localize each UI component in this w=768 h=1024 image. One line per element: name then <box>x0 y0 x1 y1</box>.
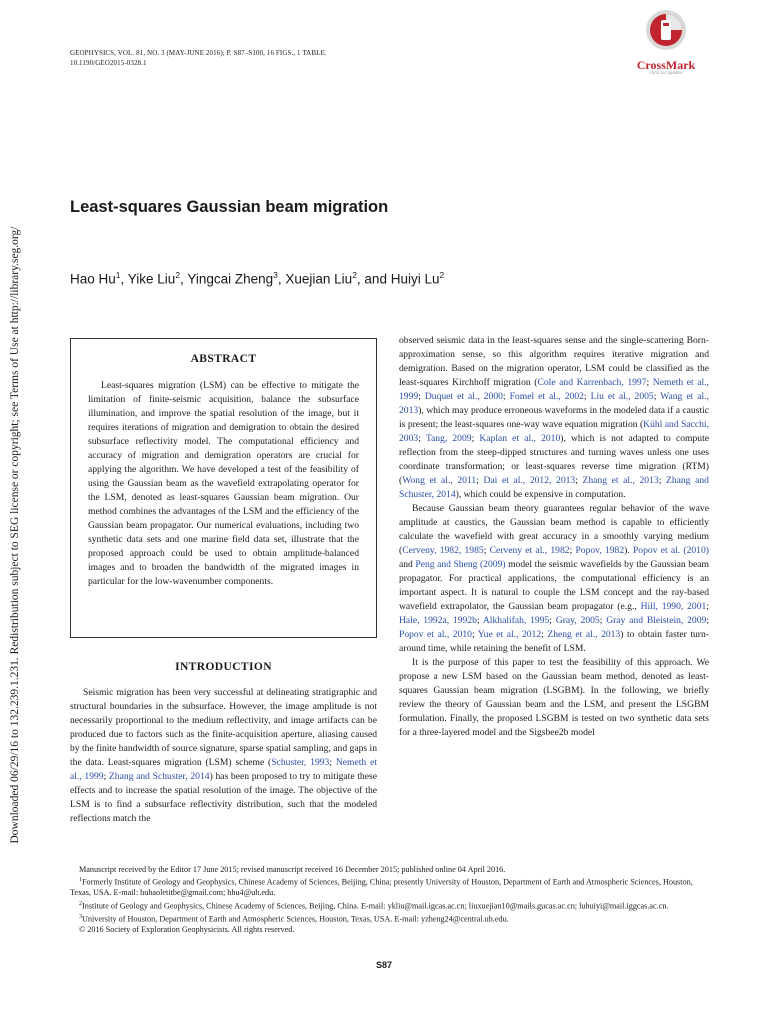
footnote <box>70 899 710 912</box>
footnote-mark: 3 <box>79 913 82 920</box>
journal-doi[interactable]: 10.1190/GEO2015-0328.1 <box>70 59 147 67</box>
citation-link[interactable]: Popov et al., 2010 <box>399 629 472 640</box>
left-column-text <box>70 686 377 826</box>
author-name: Huiyi Lu <box>390 271 440 287</box>
author-affiliation-mark: 3 <box>273 270 278 280</box>
body-text: ; <box>476 615 483 626</box>
citation-link[interactable]: Kühl and Sacchi, 2003 <box>399 419 709 444</box>
body-text: Because Gaussian beam theory guarantees regular behavior of the wave amplitude at caustics, the Gaussian beam method is capable to efficiently calculate the wavefield with great accuracy in a smoothly varying medium ( <box>399 503 709 556</box>
download-notice <box>4 150 26 920</box>
body-text: ; <box>418 391 425 402</box>
abstract-box <box>70 338 377 638</box>
footnote-text: © 2016 Society of Exploration Geophysicists. All rights reserved. <box>79 924 295 934</box>
citation-link[interactable]: Tang, 2009 <box>425 433 472 444</box>
footnote-mark: 2 <box>79 900 82 907</box>
page-number: S87 <box>375 960 392 970</box>
crossmark-sub: click for updates <box>649 71 683 76</box>
journal-line-1: GEOPHYSICS, VOL. 81, NO. 3 (MAY-JUNE 2016); P. S87–S100, 16 FIGS., 1 TABLE. <box>70 49 327 57</box>
right-column-text <box>399 334 709 740</box>
footnote-text: Formerly Institute of Geology and Geophysics, Chinese Academy of Sciences, Beijing, China; presently University of Houston, Department of Earth and Atmospheric Sciences, Houston, Texas, USA. E-mail: huhaoletitbe@gmail.com; hhu4@uh.edu. <box>70 878 693 898</box>
footnote-text: Institute of Geology and Geophysics, Chinese Academy of Sciences, Beijing, China. E-mail: ykliu@mail.igcas.ac.cn; liuxuejian10@mails.gucas.ac.cn; luhuiyi@mail.iggcas.ac.cn. <box>82 901 669 911</box>
citation-link[interactable]: Popov et al. (2010) <box>632 545 709 556</box>
citation-link[interactable]: Popov, 1982 <box>575 545 625 556</box>
abstract-body: Least-squares migration (LSM) can be effective to mitigate the limitation of finite-seismic acquisition, balance the subsurface illumination, and improve the spatial resolution of the image, but it requires iterations of migration and demigration to obtain the desired subsurface reflectivity model. The computational efficiency and accuracy of migration and demigration operators are crucial for applying the algorithm. We have developed a test of the feasibility of using the Gaussian beam as the wavefield extrapolating operator for the LSM, denoted as least-squares Gaussian beam migration. Our method combines the advantages of the LSM and the efficiency of the Gaussian beam propagator. Our numerical evaluations, including two synthetic data sets and one marine field data set, illustrate that the proposed approach could be used to obtain amplitude-balanced images and to broaden the bandwidth of the migrated images in particular for the low-wavenumber components. <box>88 380 359 587</box>
body-text: ) to obtain faster turn-around time, while retaining the benefit of LSM. <box>399 629 709 654</box>
body-text: ; <box>476 475 484 486</box>
citation-link[interactable]: Zhang and Schuster, 2014 <box>108 771 210 782</box>
author-separator: , <box>120 271 128 287</box>
body-text: It is the purpose of this paper to test the feasibility of this approach. We propose a new LSM based on the Gaussian beam method, denoted as least-squares Gaussian beam migration (LSGBM). In the following, we briefly review the theory of Gaussian beam and the LSM, and present the LSGBM formulation. Finally, the proposed LSGBM is tested on two synthetic data sets for a three-layered model and the Sigsbee2b model <box>399 657 709 738</box>
body-text: ; <box>706 601 709 612</box>
body-text: ; <box>653 391 661 402</box>
body-text: ; <box>583 391 591 402</box>
body-text: ; <box>599 615 607 626</box>
citation-link[interactable]: Fomel et al., 2002 <box>509 391 584 402</box>
citation-link[interactable]: Gray and Bleistein, 2009 <box>606 615 707 626</box>
download-notice-text: Downloaded 06/29/16 to 132.239.1.231. Redistribution subject to SEG license or copyright; see Terms of Use at http://library.seg.org/ <box>9 226 21 844</box>
author-affiliation-mark: 2 <box>352 270 357 280</box>
body-text: model the seismic wavefields by the Gaussian beam propagator. For practical applications, the computational efficiency is an important aspect. It is natural to couple the LSM concept and the ray-based wavefield extrapolator, the Gaussian beam propagator (e.g., <box>399 559 709 612</box>
paragraph <box>70 686 377 826</box>
author-name: Yike Liu <box>127 271 176 287</box>
body-text: ), which may produce erroneous waveforms in the modeled data if a caustic is present; the least-squares one-way wave equation migration ( <box>399 405 709 430</box>
body-text: ) has been proposed to try to mitigate these effects and to increase the spatial resolution of the image. The objective of the LSM is to find a subsurface reflectivity distribution, such that the modeled reflections match the <box>70 771 377 824</box>
body-text: ; <box>502 391 510 402</box>
crossmark-badge[interactable] <box>624 8 708 76</box>
footnotes <box>70 865 710 935</box>
citation-link[interactable]: Gray, 2005 <box>555 615 600 626</box>
citation-link[interactable]: Schuster, 1993 <box>271 757 330 768</box>
author-affiliation-mark: 2 <box>175 270 181 280</box>
abstract-heading: ABSTRACT <box>190 353 257 365</box>
author-list <box>70 270 444 287</box>
citation-link[interactable]: Cole and Karrenbach, 1997 <box>537 377 647 388</box>
crossmark-icon <box>644 8 688 52</box>
body-text: and <box>399 559 416 570</box>
citation-link[interactable]: Alkhalifah, 1995 <box>482 615 550 626</box>
body-text: ; <box>575 475 583 486</box>
introduction-heading: INTRODUCTION <box>175 661 272 673</box>
body-text: ; <box>471 433 480 444</box>
citation-link[interactable]: Peng and Sheng (2009) <box>415 559 506 570</box>
footnote-text: Manuscript received by the Editor 17 June 2015; revised manuscript received 16 December 2015; published online 04 April 2016. <box>79 865 506 874</box>
citation-link[interactable]: Nemeth et al., 1999 <box>399 377 709 402</box>
citation-link[interactable]: Hill, 1990, 2001 <box>640 601 707 612</box>
citation-link[interactable]: Duquet et al., 2000 <box>424 391 503 402</box>
footnote <box>70 912 710 925</box>
body-text: ; <box>103 771 109 782</box>
author-separator: , <box>180 271 188 287</box>
citation-link[interactable]: Wong et al., 2011 <box>402 475 477 486</box>
paragraph <box>399 656 709 740</box>
citation-link[interactable]: Nemeth et al., 1999 <box>70 757 377 782</box>
crossmark-label: CrossMark <box>636 58 696 72</box>
body-text: observed seismic data in the least-squares sense and the single-scattering Born-approximation sense, so this algorithm requires iterative migration and demigration. Based on the migration operator, LSM could be classified as the least-squares Kirchhoff migration ( <box>399 335 709 388</box>
citation-link[interactable]: Wang et al., 2013 <box>399 391 709 416</box>
citation-link[interactable]: Cerveny et al., 1982 <box>489 545 570 556</box>
article-title: Least-squares Gaussian beam migration <box>70 198 389 216</box>
body-text: ; <box>418 433 426 444</box>
author-separator: , and <box>356 271 391 287</box>
body-text: ; <box>646 377 653 388</box>
author-affiliation-mark: 1 <box>115 270 121 280</box>
author-affiliation-mark: 2 <box>439 270 445 280</box>
body-text: ; <box>541 629 548 640</box>
body-text: ; <box>549 615 556 626</box>
author-name: Yingcai Zheng <box>187 271 274 287</box>
citation-link[interactable]: Hale, 1992a, 1992b <box>399 615 477 626</box>
body-text: ), which is not adapted to compute reflection from the steep-dipped structures and turning waves unless one uses coordinate transformation; or least-squares reverse time migration (RTM) ( <box>399 433 710 486</box>
citation-link[interactable]: Zheng et al., 2013 <box>547 629 621 640</box>
author-name: Xuejian Liu <box>285 271 353 287</box>
citation-link[interactable]: Yue et al., 2012 <box>477 629 542 640</box>
body-text: ; <box>471 629 478 640</box>
footnote <box>70 865 710 875</box>
body-text: ; <box>569 545 576 556</box>
body-text: ). <box>624 545 633 556</box>
author-name: Hao Hu <box>70 271 116 287</box>
paragraph <box>399 334 709 502</box>
body-text: ; <box>483 545 490 556</box>
citation-link[interactable]: Liu et al., 2005 <box>590 391 654 402</box>
body-text: ; <box>706 615 709 626</box>
citation-link[interactable]: Dai et al., 2012, 2013 <box>483 475 576 486</box>
citation-link[interactable]: Kaplan et al., 2010 <box>479 433 561 444</box>
footnote <box>70 875 710 898</box>
footnote-mark: 1 <box>79 877 82 884</box>
author-separator: , <box>277 271 286 287</box>
footnote-text: University of Houston, Department of Earth and Atmospheric Sciences, Houston, Texas, USA. E-mail: yzheng24@central.uh.edu. <box>82 914 509 924</box>
citation-link[interactable]: Cerveny, 1982, 1985 <box>402 545 484 556</box>
citation-link[interactable]: Zhang et al., 2013 <box>582 475 659 486</box>
paragraph <box>399 502 709 656</box>
body-text: ), which could be expensive in computation. <box>455 489 626 500</box>
body-text: Seismic migration has been very successful at delineating stratigraphic and structural boundaries in the subsurface. However, the image amplitude is not necessarily proportional to the medium reflectivity, and image artifacts can be produced due to factors such as the finite-acquisition aperture, aliasing caused by the finite bandwidth of source signature, sparse spatial sampling, and gaps in the data. Least-squares migration (LSM) scheme ( <box>70 687 377 768</box>
footnote <box>70 925 710 935</box>
body-text: ; <box>658 475 666 486</box>
body-text: ; <box>329 757 336 768</box>
citation-link[interactable]: Zhang and Schuster, 2014 <box>399 475 709 500</box>
journal-citation <box>70 48 327 68</box>
